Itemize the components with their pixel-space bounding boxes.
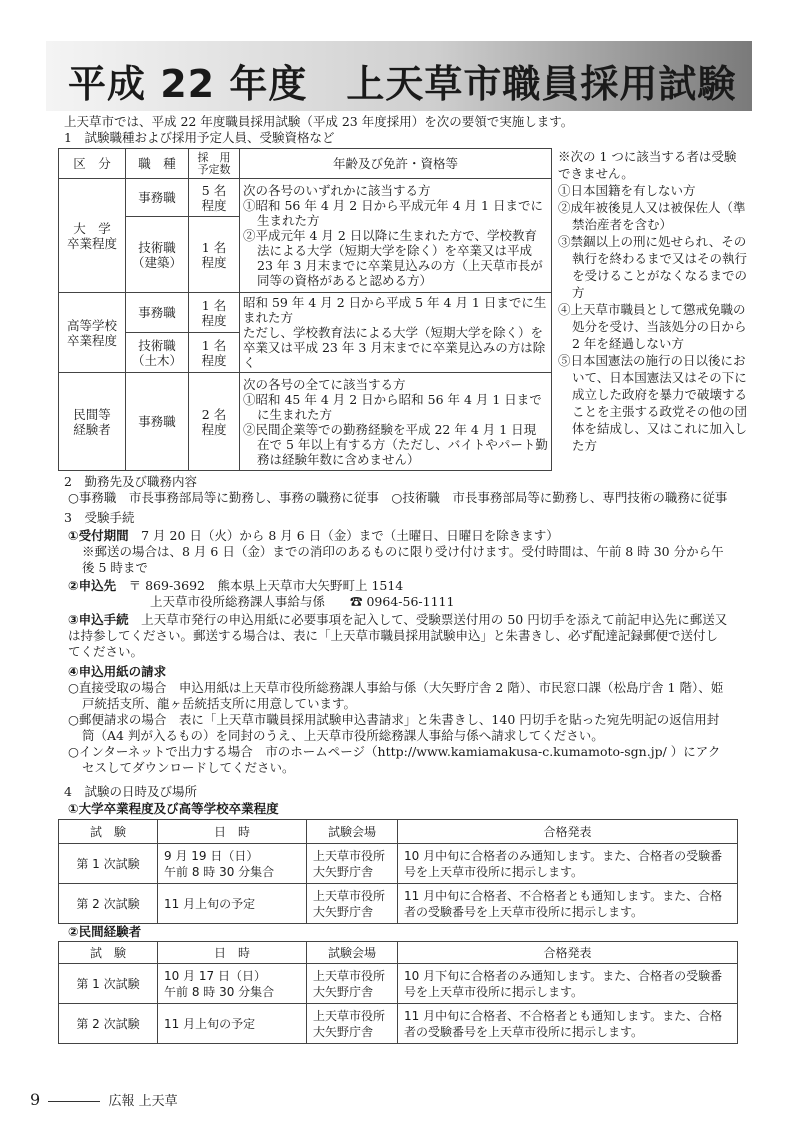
procedure-2-label: ②申込先: [68, 578, 117, 593]
eligibility-table: [58, 148, 552, 471]
th-exam: 試 験: [59, 942, 158, 964]
procedure-3-text: 上天草市発行の申込用紙に必要事項を記入して、受験票送付用の 50 円切手を添えて前記申込先に郵送又は持参してください。郵送する場合は、表に「上天草市職員採用試験申込」と朱書きし、必ず配達記録郵便で送付してください。: [68, 612, 728, 659]
note-item: ①日本国籍を有しない方: [558, 183, 696, 198]
exam-datetime: 10 月 17 日（日） 午前 8 時 30 分集合: [158, 964, 307, 1004]
job-jimu-high: 事務職: [126, 293, 189, 333]
count-private: 2 名 程度: [189, 373, 240, 471]
qual-private-line: 次の各号の全てに該当する方: [243, 376, 406, 392]
th-venue: 試験会場: [307, 942, 398, 964]
exam-venue: 上天草市役所 大矢野庁舎: [307, 844, 398, 884]
note-item: ⑤日本国憲法の施行の日以後において、日本国憲法又はその下に成立した政府を暴力で破壊することを主張する政党その他の団体を結成し、又はこれに加入した方: [558, 353, 748, 453]
procedure-2: [68, 578, 728, 610]
qual-university: [240, 179, 552, 293]
table-row: [59, 844, 738, 884]
procedure-1-text: 7 月 20 日（火）から 8 月 6 日（金）まで（土曜日、日曜日を除きます）: [141, 528, 559, 543]
exam-name: 第 2 次試験: [59, 1004, 158, 1044]
procedure-4: [68, 664, 728, 776]
th-datetime: 日 時: [158, 820, 307, 844]
th-count: 採 用 予定数: [189, 149, 240, 179]
publication-name: 広報 上天草: [108, 1094, 178, 1109]
qual-high-line: 昭和 59 年 4 月 2 日から平成 5 年 4 月 1 日までに生まれた方: [243, 295, 547, 325]
exam-venue: 上天草市役所 大矢野庁舎: [307, 884, 398, 924]
exam-venue: 上天草市役所 大矢野庁舎: [307, 964, 398, 1004]
th-result: 合格発表: [398, 942, 738, 964]
procedure-4-label: ④申込用紙の請求: [68, 664, 167, 679]
th-exam: 試 験: [59, 820, 158, 844]
schedule-2-heading: ②民間経験者: [68, 924, 142, 939]
qual-private: [240, 373, 552, 471]
note-item: ④上天草市職員として懲戒免職の処分を受け、当該処分の日から 2 年を経過しない方: [558, 302, 747, 351]
procedure-1-label: ①受付期間: [68, 528, 129, 543]
exam-name: 第 1 次試験: [59, 844, 158, 884]
procedure-3-label: ③申込手続: [68, 612, 129, 627]
job-gijutsu-kenchiku: 技術職 （建築）: [126, 217, 189, 293]
qual-univ-line: ①昭和 56 年 4 月 2 日から平成元年 4 月 1 日までに生まれた方: [243, 198, 543, 228]
job-gijutsu-doboku: 技術職 （土木）: [126, 333, 189, 373]
qual-high-school: [240, 293, 552, 373]
page-footer: [30, 1090, 178, 1109]
note-item: ③禁錮以上の刑に処せられ、その執行を終わるまで又はその執行を受けることがなくなるまでの方: [558, 234, 748, 300]
section-2-heading: 2 勤務先及び職務内容: [64, 474, 197, 489]
section-2-text: ○事務職 市長事務部局等に勤務し、事務の職務に従事 ○技術職 市長事務部局等に勤務し、専門技術の職務に従事: [68, 490, 728, 505]
cat-high-school: 高等学校 卒業程度: [59, 293, 126, 373]
th-job: 職 種: [126, 149, 189, 179]
th-category: 区 分: [59, 149, 126, 179]
footer-rule: [48, 1101, 100, 1102]
qual-high-line: ただし、学校教育法による大学（短期大学を除く）を卒業又は平成 23 年 3 月末までに卒業見込みの方は除く: [243, 325, 546, 370]
table-row: [59, 1004, 738, 1044]
exam-datetime: 9 月 19 日（日） 午前 8 時 30 分集合: [158, 844, 307, 884]
page-title: 平成 22 年度 上天草市職員採用試験: [68, 62, 737, 106]
schedule-1-heading: ①大学卒業程度及び高等学校卒業程度: [68, 801, 279, 816]
request-method: ○郵便請求の場合 表に「上天草市職員採用試験申込書請求」と朱書きし、140 円切手を貼った宛先明記の返信用封筒（A4 判が入るもの）を同封のうえ、上天草市役所総務課人事給与係へ請求してください。: [68, 712, 720, 743]
exam-result: 11 月中旬に合格者、不合格者とも通知します。また、合格者の受験番号を上天草市役所に掲示します。: [398, 884, 738, 924]
table-row: [59, 884, 738, 924]
procedure-2-contact: 上天草市役所総務課人事給与係 ☎ 0964-56-1111: [150, 594, 455, 609]
schedule-table-1: [58, 819, 738, 924]
cat-private: 民間等 経験者: [59, 373, 126, 471]
count-high-jimu: 1 名 程度: [189, 293, 240, 333]
table-row: [59, 964, 738, 1004]
th-qualification: 年齢及び免許・資格等: [240, 149, 552, 179]
qual-private-line: ①昭和 45 年 4 月 2 日から昭和 56 年 4 月 1 日までに生まれた方: [243, 391, 542, 422]
note-heading: ※次の 1 つに該当する者は受験できません。: [558, 149, 737, 181]
count-univ-gijutsu: 1 名 程度: [189, 217, 240, 293]
procedure-1-note: ※郵送の場合は、8 月 6 日（金）までの消印のあるものに限り受け付けます。受付時間は、午前 8 時 30 分から午後 5 時まで: [82, 544, 724, 575]
procedure-1: [68, 528, 728, 576]
th-datetime: 日 時: [158, 942, 307, 964]
title-banner: [46, 41, 752, 111]
procedure-2-address: 〒 869-3692 熊本県上天草市大矢野町上 1514: [128, 578, 404, 593]
th-venue: 試験会場: [307, 820, 398, 844]
section-1-heading: 1 試験職種および採用予定人員、受験資格など: [64, 130, 335, 145]
exam-result: 11 月中旬に合格者、不合格者とも通知します。また、合格者の受験番号を上天草市役所に掲示します。: [398, 1004, 738, 1044]
qual-univ-line: 次の各号のいずれかに該当する方: [243, 183, 431, 198]
exam-datetime: 11 月上旬の予定: [158, 1004, 307, 1044]
job-jimu-univ: 事務職: [126, 179, 189, 217]
th-result: 合格発表: [398, 820, 738, 844]
procedure-3: [68, 612, 728, 660]
page-number: 9: [30, 1090, 41, 1109]
intro-text: 上天草市では、平成 22 年度職員採用試験（平成 23 年度採用）を次の要領で実施します。: [64, 114, 574, 129]
request-method: ○インターネットで出力する場合 市のホームページ（http://www.kamiamakusa-c.kumamoto-sgn.jp/ ）にアクセスしてダウンロードしてください。: [68, 744, 721, 775]
exam-name: 第 1 次試験: [59, 964, 158, 1004]
exam-name: 第 2 次試験: [59, 884, 158, 924]
section-4-heading: 4 試験の日時及び場所: [64, 784, 197, 799]
exam-datetime: 11 月上旬の予定: [158, 884, 307, 924]
qual-univ-line: ②平成元年 4 月 2 日以降に生まれた方で、学校教育法による大学（短期大学を除く）を卒業又は平成 23 年 3 月末までに卒業見込みの方（上天草市長が同等の資格があると認める方）: [243, 228, 543, 288]
request-method: ○直接受取の場合 申込用紙は上天草市役所総務課人事給与係（大矢野庁舎 2 階）、市民窓口課（松島庁舎 1 階）、姫戸統括支所、龍ヶ岳統括支所に用意しています。: [68, 680, 724, 711]
schedule-table-2: [58, 941, 738, 1044]
count-univ-jimu: 5 名 程度: [189, 179, 240, 217]
exam-result: 10 月下旬に合格者のみ通知します。また、合格者の受験番号を上天草市役所に掲示します。: [398, 964, 738, 1004]
exam-venue: 上天草市役所 大矢野庁舎: [307, 1004, 398, 1044]
cat-university: 大 学 卒業程度: [59, 179, 126, 293]
note-item: ②成年被後見人又は被保佐人（準禁治産者を含む）: [558, 200, 746, 232]
section-3-heading: 3 受験手続: [64, 510, 135, 525]
exam-result: 10 月中旬に合格者のみ通知します。また、合格者の受験番号を上天草市役所に掲示します。: [398, 844, 738, 884]
qual-private-line: ②民間企業等での勤務経験を平成 22 年 4 月 1 日現在で 5 年以上有する方（ただし、バイトやパート勤務は経験年数に含めません）: [243, 421, 548, 467]
count-high-gijutsu: 1 名 程度: [189, 333, 240, 373]
job-jimu-private: 事務職: [126, 373, 189, 471]
disqualification-note: [558, 148, 748, 454]
